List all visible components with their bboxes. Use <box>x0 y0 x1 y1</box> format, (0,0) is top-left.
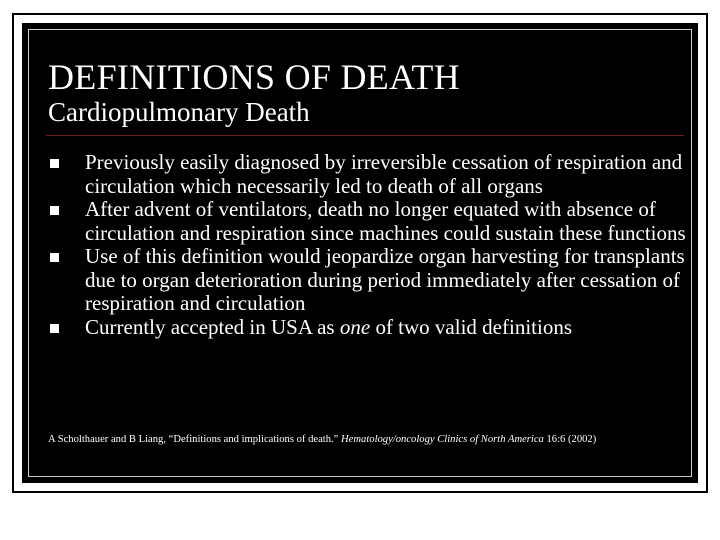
slide <box>14 15 706 491</box>
slide-subtitle: Cardiopulmonary Death <box>48 97 310 127</box>
bullet-item <box>50 245 690 316</box>
square-bullet-icon <box>50 324 59 333</box>
citation-authors: A Scholthauer and B Liang, “Definitions and implications of death.” <box>48 434 342 445</box>
slide-title: DEFINITIONS OF DEATH <box>48 57 460 97</box>
citation <box>48 434 596 445</box>
bullet-item <box>50 198 690 245</box>
square-bullet-icon <box>50 253 59 262</box>
bullet-item <box>50 151 690 198</box>
bullet-text: After advent of ventilators, death no longer equated with absence of circulation and respiration since machines could sustain these functions <box>85 197 686 245</box>
bullet-text-after: of two valid definitions <box>370 314 572 339</box>
title-divider <box>46 135 684 136</box>
bullet-text: Previously easily diagnosed by irreversible cessation of respiration and circulation which necessarily led to death of all organs <box>85 150 683 198</box>
citation-journal: Hematology/oncology Clinics of North America <box>341 434 544 445</box>
bullet-item <box>50 316 690 340</box>
bullet-text-emphasis: one <box>339 314 371 339</box>
bullet-text-before: Currently accepted in USA as <box>85 314 340 339</box>
citation-details: 16:6 (2002) <box>543 434 597 445</box>
bullet-list <box>50 151 690 339</box>
square-bullet-icon <box>50 159 59 168</box>
square-bullet-icon <box>50 206 59 215</box>
bullet-text: Use of this definition would jeopardize organ harvesting for transplants due to organ deterioration during period immediately after cessation of respiration and circulation <box>85 244 685 315</box>
